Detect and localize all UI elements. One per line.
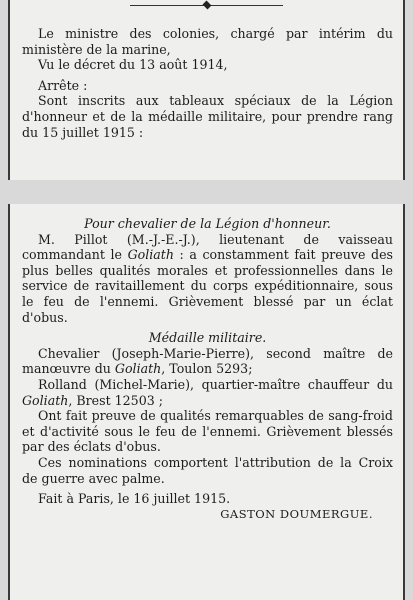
- award-rolland: Rolland (Michel-Marie), quartier-maître chauffeur du Goliath, Brest 12503 ;: [22, 376, 393, 408]
- heading-legion: Pour chevalier de la Légion d'honneur.: [84, 216, 331, 231]
- decree-intro: Le ministre des colonies, chargé par intérim du ministère de la marine,: [22, 26, 393, 57]
- signature: GASTON DOUMERGUE.: [220, 506, 373, 521]
- nominations-note: Ces nominations comportent l'attribution de la Croix de guerre avec palme.: [22, 454, 393, 486]
- award-chevalier: Chevalier (Joseph-Marie-Pierre), second maître de manœuvre du Goliath, Toulon 5293;: [22, 345, 393, 377]
- clipping-awards: [8, 204, 405, 600]
- rule-ornament-icon: [202, 1, 211, 10]
- clipping-decree: [8, 0, 405, 180]
- award-pillot: M. Pillot (M.-J.-E.-J.), lieutenant de vaisseau commandant le Goliath : a constamment fait preuve des plus belles qualités morales et professionnelles dans le service de ravitaillement du corps expéditionnaire, sous le feu de l'ennemi. Grièvement blessé par un éclat d'obus.: [22, 231, 393, 325]
- heading-medaille: Médaille militaire.: [148, 330, 267, 346]
- decree-body: Sont inscrits aux tableaux spéciaux de la Légion d'honneur et de la médaille militaire, pour prendre rang du 15 juillet 1915 :: [22, 93, 393, 140]
- ornamental-rule: [10, 0, 403, 10]
- decree-vu: Vu le décret du 13 août 1914,: [38, 57, 228, 73]
- decree-arrete: Arrête :: [38, 77, 88, 93]
- date-line: Fait à Paris, le 16 juillet 1915.: [38, 491, 231, 507]
- award-motive: Ont fait preuve de qualités remarquables de sang-froid et d'activité sous le feu de l'ennemi. Grièvement blessés par des éclats d'obus.: [22, 408, 393, 455]
